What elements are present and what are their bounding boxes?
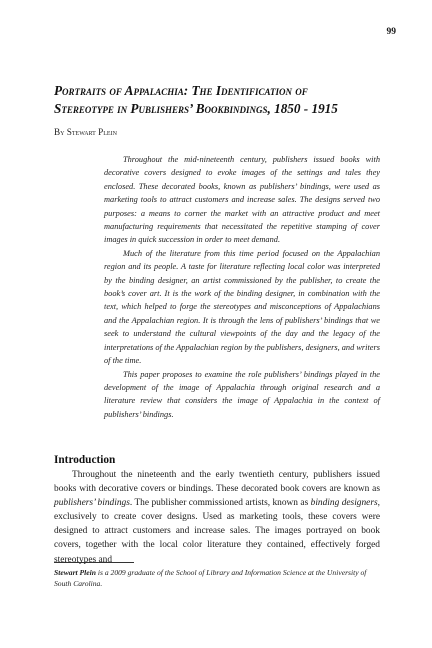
article-title-line-1: Portraits of Appalachia: The Identification of (54, 83, 308, 98)
abstract-paragraph: Throughout the mid-nineteenth century, publishers issued books with decorative covers designed to evoke images of the settings and tales they enclosed. These decorated books, known as publishers’ bindings, were used as marketing tools to attract customers and increase sales. The designs served two purposes: a means to corner the market with an attractive product and meet manufacturing requirements that necessitated the repetitive stamping of cover images in quick succession in order to meet demand. (104, 155, 380, 245)
article-title-line-2: Stereotype in Publishers’ Bookbindings, 1850 - 1915 (54, 101, 338, 116)
body-emphasis: publishers’ bindings (54, 498, 130, 509)
introduction-body (54, 468, 380, 567)
body-text-run: Throughout the nineteenth and the early twentieth century, publishers issued books with decorative covers or bindings. These decorated book covers are known as (54, 470, 380, 495)
abstract (104, 153, 380, 421)
body-paragraph (54, 468, 380, 567)
abstract-paragraph: Much of the literature from this time period focused on the Appalachian region and its people. A taste for literature reflecting local color was interpreted by the binding designer, an artist commissioned by the publisher, to create the book’s cover art. It is the work of the binding designer, in combination with the text, which helped to forge the stereotypes and misconceptions of Appalachians and the Appalachian region. It is through the lens of publishers’ bindings that we seek to understand the cultural viewpoints of the day and the legacy of the interpretations of the Appalachian region by the publishers, designers, and writers of the time. (104, 248, 380, 366)
author-footnote (54, 568, 380, 590)
footnote-divider (54, 562, 134, 563)
abstract-paragraph: This paper proposes to examine the role publishers’ bindings played in the development of the image of Appalachia through original research and a literature review that considers the image of Appalachia in the context of publishers’ bindings. (104, 369, 380, 419)
body-text-run: , exclusively to create cover designs. Used as marketing tools, these covers were designed to attract customers and increase sales. The images portrayed on book covers, together with the local color literature they contained, effectively forged stereotypes and (54, 498, 380, 565)
section-heading-introduction: Introduction (54, 454, 116, 466)
body-text-run: . The publisher commissioned artists, known as (129, 498, 311, 509)
article-title (54, 82, 384, 118)
byline: By Stewart Plein (54, 127, 117, 137)
page-number: 99 (386, 27, 396, 37)
body-emphasis: binding designers (310, 498, 378, 509)
footnote-text: is a 2009 graduate of the School of Library and Information Science at the University of South Carolina. (54, 568, 367, 588)
footnote-author: Stewart Plein (54, 568, 96, 577)
